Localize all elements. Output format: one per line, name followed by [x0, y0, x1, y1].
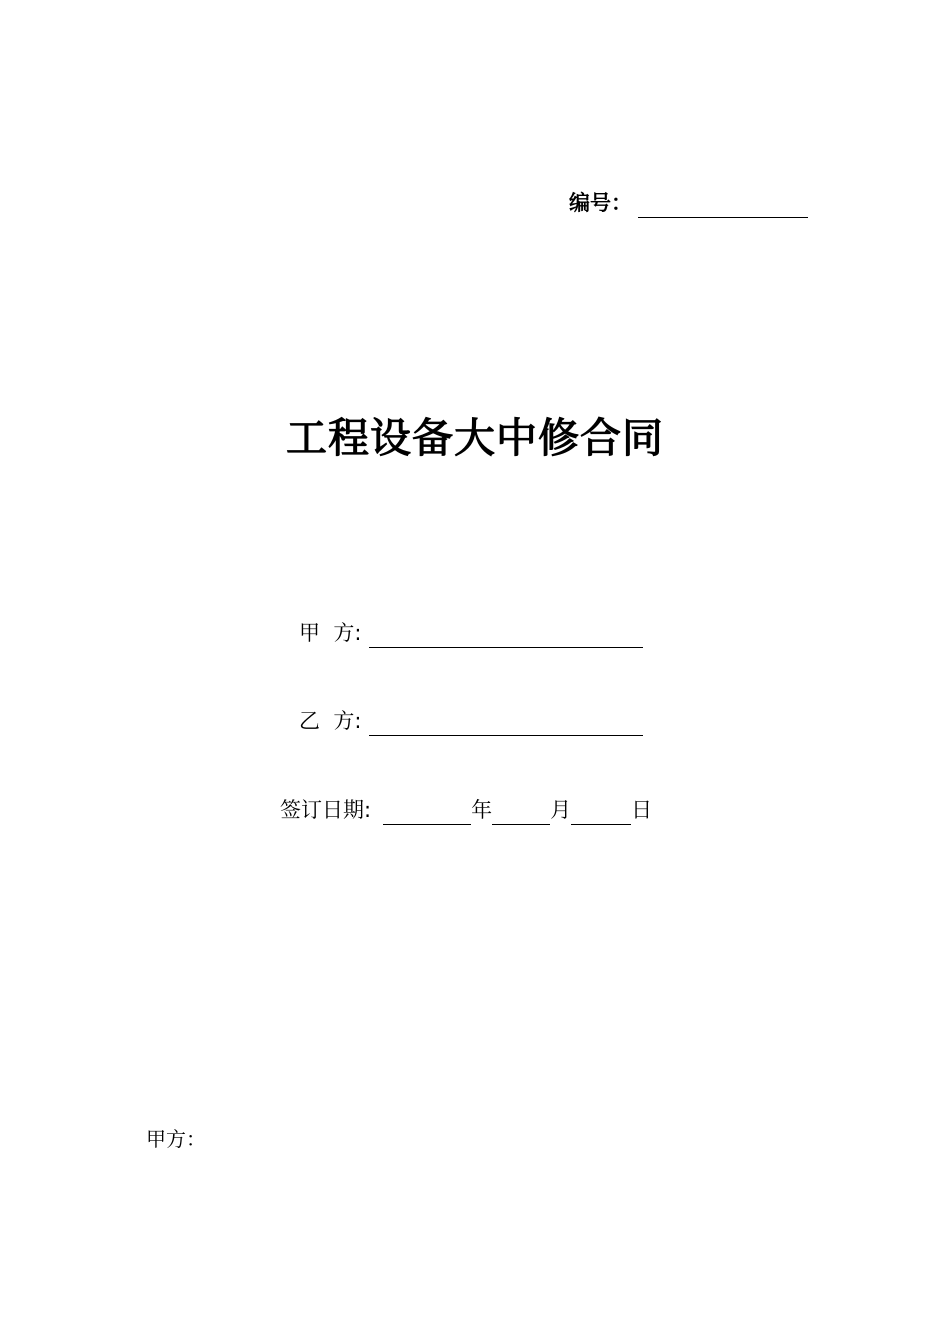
contract-number-blank — [638, 191, 808, 218]
party-a-label: 甲 方: — [299, 621, 362, 645]
party-b-row — [299, 706, 643, 736]
party-a-blank — [369, 621, 643, 648]
party-b-label: 乙 方: — [299, 709, 362, 733]
contract-number-line — [569, 188, 808, 218]
signing-date-row — [280, 795, 652, 825]
day-blank — [571, 798, 631, 825]
party-b-blank — [369, 709, 643, 736]
year-blank — [383, 798, 471, 825]
party-a-row — [299, 618, 643, 648]
year-unit: 年 — [471, 798, 493, 822]
signing-date-label: 签订日期: — [280, 798, 372, 822]
document-title: 工程设备大中修合同 — [286, 414, 664, 462]
contract-number-label: 编号： — [569, 191, 632, 215]
month-unit: 月 — [550, 798, 572, 822]
day-unit: 日 — [631, 798, 653, 822]
party-a-heading: 甲方： — [146, 1127, 206, 1151]
month-blank — [492, 798, 550, 825]
